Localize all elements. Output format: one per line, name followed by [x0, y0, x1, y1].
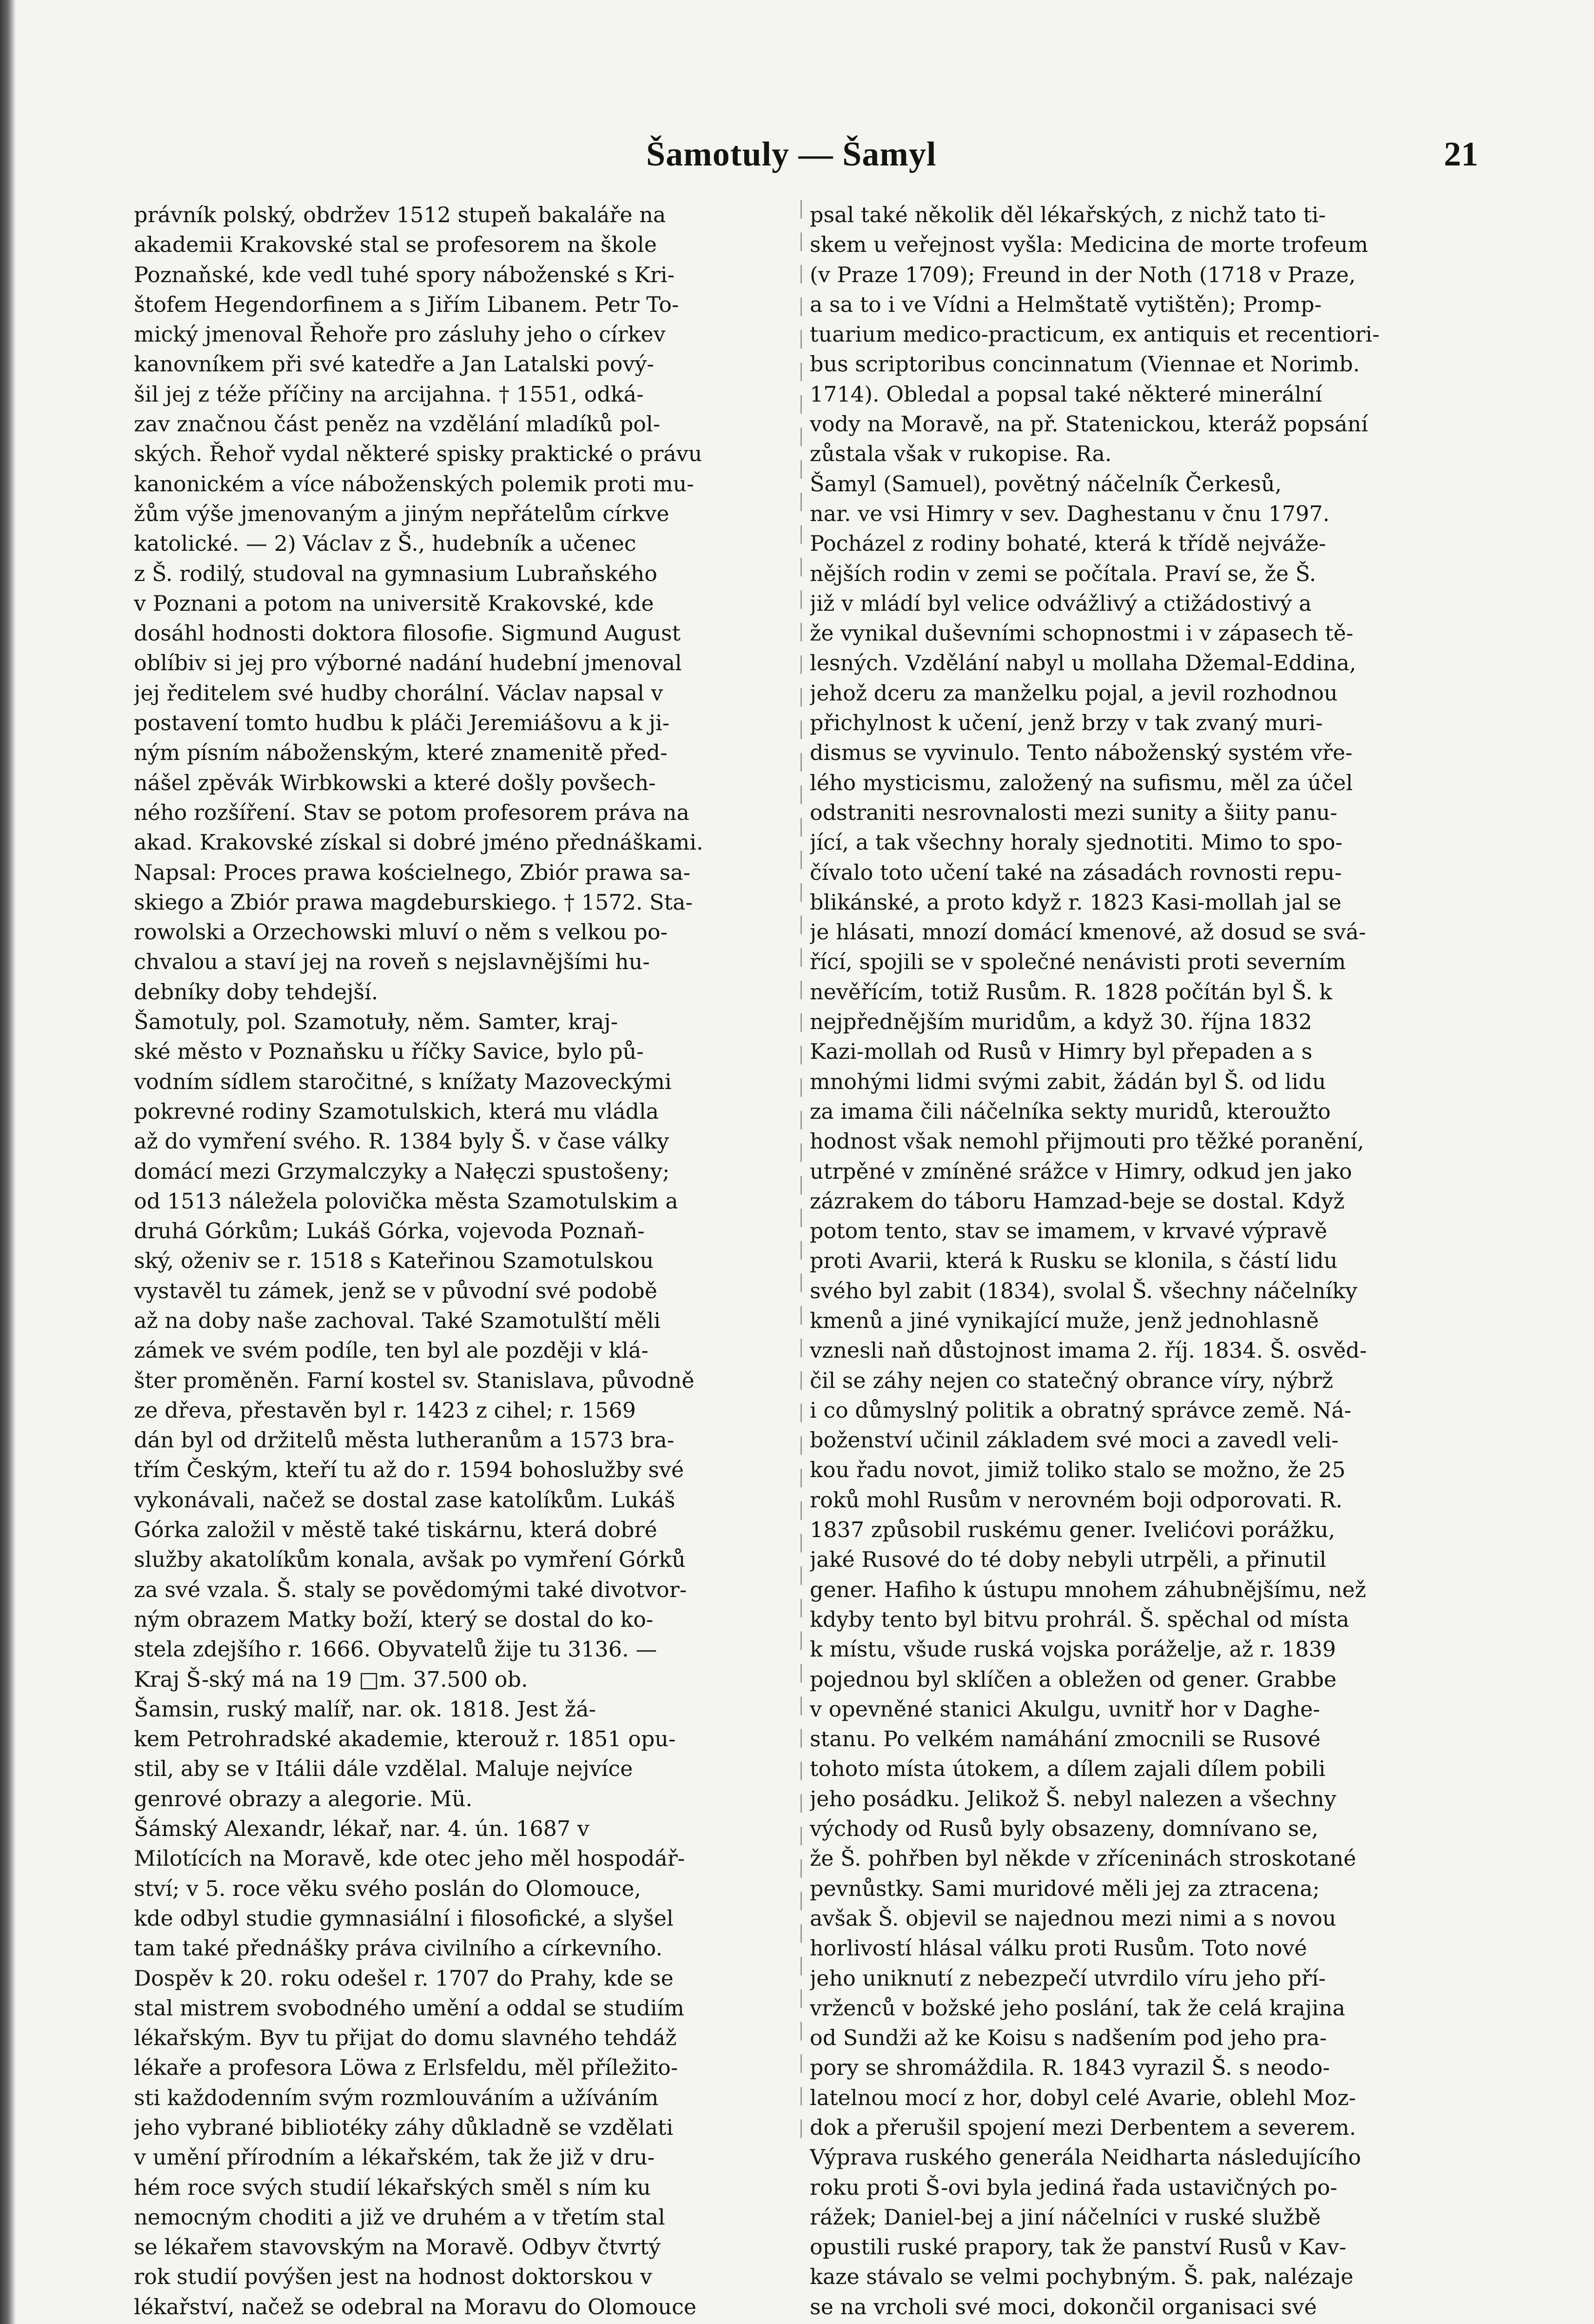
text-line: pojednou byl sklíčen a obležen od gener. Grabbe — [810, 1666, 1337, 1692]
text-line: 1837 způsobil ruskému gener. Ivelićovi porážku, — [810, 1517, 1336, 1543]
text-line: jej ředitelem své hudby chorální. Václav napsal v — [134, 680, 663, 706]
page-number: 21 — [1444, 135, 1478, 173]
text-line: šil jej z téže příčiny na arcijahna. † 1551, odká- — [134, 381, 644, 407]
text-line: nar. ve vsi Himry v sev. Daghestanu v čnu 1797. — [810, 501, 1330, 526]
page-header — [646, 135, 1478, 186]
text-line: ze dřeva, přestavěn byl r. 1423 z cihel; r. 1569 — [134, 1397, 636, 1423]
text-line: kanonickém a více náboženských polemik proti mu- — [134, 471, 694, 496]
text-line: zav značnou část peněz na vzdělání mladíků pol- — [134, 411, 661, 437]
text-line: 1714). Obledal a popsal také některé minerální — [810, 381, 1323, 407]
text-line: kou řadu novot, jimiž toliko stalo se možno, že 25 — [810, 1457, 1346, 1483]
text-line: ský, oženiv se r. 1518 s Kateřinou Szamotulskou — [134, 1248, 654, 1274]
text-line: proti Avarii, která k Rusku se klonila, s částí lidu — [810, 1248, 1338, 1274]
text-line: dok a přerušil spojení mezi Derbentem a severem. — [810, 2115, 1356, 2140]
text-line: akad. Krakovské získal si dobré jméno přednáškami. — [134, 830, 703, 855]
text-line: vystavěl tu zámek, jenž se v původní své podobě — [134, 1278, 657, 1303]
right-text-column — [810, 200, 1479, 2324]
text-line: čil se záhy nejen co statečný obrance víry, nýbrž — [810, 1367, 1333, 1393]
text-line: kdyby tento byl bitvu prohrál. Š. spěchal od místa — [810, 1606, 1349, 1632]
text-line: v opevněné stanici Akulgu, uvnitř hor v Daghe- — [810, 1696, 1320, 1722]
text-line: dismus se vyvinulo. Tento náboženský systém vře- — [810, 740, 1353, 766]
text-line: za imama čili náčelníka sekty muridů, kteroužto — [810, 1098, 1331, 1124]
text-line: žům výše jmenovaným a jiným nepřátelům církve — [134, 501, 669, 526]
text-line: sti každodenním svým rozmlouváním a užíváním — [134, 2085, 659, 2110]
text-line: rowolski a Orzechowski mluví o něm s velkou po- — [134, 919, 668, 945]
text-line: zámek ve svém podíle, ten byl ale později v klá- — [134, 1338, 648, 1363]
text-line: genrové obrazy a alegorie. Mü. — [134, 1786, 473, 1811]
text-line: pevnůstky. Sami muridové měli jej za ztracena; — [810, 1875, 1320, 1901]
text-line: šter proměněn. Farní kostel sv. Stanislava, původně — [134, 1367, 694, 1393]
text-line: i co důmyslný politik a obratný správce země. Ná- — [810, 1397, 1352, 1423]
text-line: Výprava ruského generála Neidharta následujícího — [810, 2145, 1361, 2170]
text-line: dán byl od držitelů města lutheranům a 1573 bra- — [134, 1427, 675, 1453]
text-line: za své vzala. Š. staly se povědomými také divotvor- — [134, 1577, 687, 1602]
text-line: roků mohl Rusům v nerovném boji odporovati. R. — [810, 1487, 1343, 1512]
text-line: psal také několik děl lékařských, z nichž tato ti- — [810, 202, 1326, 227]
text-line: kaze stávalo se velmi pochybným. Š. pak, nalézaje — [810, 2264, 1354, 2290]
text-line: nevěřícím, totiž Rusům. R. 1828 počítán byl Š. k — [810, 979, 1332, 1004]
text-line: vodním sídlem staročitné, s knížaty Mazoveckými — [134, 1069, 672, 1094]
text-line: chvalou a staví jej na roveň s nejslavnějšími hu- — [134, 949, 650, 975]
text-line: jeho uniknutí z nebezpečí utvrdilo víru jeho pří- — [810, 1965, 1326, 1991]
text-line: skem u veřejnost vyšla: Medicina de morte trofeum — [810, 232, 1368, 257]
text-line: již v mládí byl velice odvážlivý a ctižádostivý a — [810, 590, 1312, 616]
text-line: v Poznani a potom na universitě Krakovské, kde — [134, 590, 654, 616]
text-line: Pocházel z rodiny bohaté, která k třídě nejváže- — [810, 531, 1326, 556]
text-line: třím Českým, kteří tu až do r. 1594 bohoslužby své — [134, 1457, 684, 1483]
text-line: se lékařem stavovským na Moravě. Odbyv čtvrtý — [134, 2234, 661, 2260]
text-line: jehož dceru za manželku pojal, a jevil rozhodnou — [810, 680, 1338, 706]
text-line: k místu, všude ruská vojska poráželje, až r. 1839 — [810, 1637, 1336, 1662]
text-line: hém roce svých studií lékařských směl s ním ku — [134, 2174, 651, 2200]
text-line: opustili ruské prapory, tak že panství Rusů v Kav- — [810, 2234, 1347, 2260]
text-line: jaké Rusové do té doby nebyli utrpěli, a přinutil — [810, 1547, 1327, 1572]
text-line: až na doby naše zachoval. Také Szamotulští měli — [134, 1307, 661, 1333]
text-line: kanovníkem při své katedře a Jan Latalski pový- — [134, 351, 655, 377]
text-line: (v Praze 1709); Freund in der Noth (1718 v Praze, — [810, 262, 1356, 287]
text-line: vykonávali, načež se dostal zase katolíkům. Lukáš — [134, 1487, 675, 1512]
text-line: postavení tomto hudbu k pláči Jeremiášovu a k ji- — [134, 710, 670, 736]
text-line: služby akatolíkům konala, avšak po vymření Górků — [134, 1547, 686, 1572]
text-line: hodnost však nemohl přijmouti pro těžké poranění, — [810, 1129, 1364, 1154]
text-line: zůstala však v rukopise. Ra. — [810, 441, 1112, 467]
text-line: čívalo toto učení také na zásadách rovnosti repu- — [810, 859, 1342, 885]
text-line: od Sundži až ke Koisu s nadšením pod jeho pra- — [810, 2025, 1327, 2051]
text-line: zázrakem do táboru Hamzad-beje se dostal. Když — [810, 1188, 1345, 1214]
text-line: avšak Š. objevil se najednou mezi nimi a s novou — [810, 1905, 1336, 1931]
text-line: gener. Hafiho k ústupu mnohem záhubnějšímu, než — [810, 1577, 1366, 1602]
text-line: stanu. Po velkém namáhání zmocnili se Rusové — [810, 1726, 1321, 1752]
text-line: domácí mezi Grzymalczyky a Nałęczi spustošeny; — [134, 1158, 670, 1184]
text-line: právník polský, obdržev 1512 stupeň bakaláře na — [134, 202, 666, 227]
text-line: lého mysticismu, založený na sufismu, měl za účel — [810, 770, 1353, 795]
text-line: ného rozšíření. Stav se potom profesorem práva na — [134, 799, 689, 825]
text-line — [134, 2322, 794, 2324]
text-line: a sa to i ve Vídni a Helmštatě vytištěn); Promp- — [810, 291, 1322, 317]
text-line: ské město v Poznaňsku u říčky Savice, bylo pů- — [134, 1039, 644, 1064]
text-line: tohoto místa útokem, a dílem zajali dílem pobili — [810, 1756, 1326, 1782]
text-line: stil, aby se v Itálii dále vzdělal. Maluje nejvíce — [134, 1756, 633, 1782]
text-line: ství; v 5. roce věku svého poslán do Olomouce, — [134, 1875, 641, 1901]
column-divider — [800, 200, 802, 2138]
text-line: druhá Górkům; Lukáš Górka, vojevoda Poznaň- — [134, 1218, 645, 1244]
text-line: utrpěné v zmíněné srážce v Himry, odkud jen jako — [810, 1158, 1352, 1184]
text-line: nejpřednějším muridům, a když 30. října 1832 — [810, 1009, 1312, 1035]
text-line: dosáhl hodnosti doktora filosofie. Sigmund August — [134, 621, 681, 646]
text-line: stela zdejšího r. 1666. Obyvatelů žije tu 3136. — — [134, 1637, 657, 1662]
text-line: latelnou mocí z hor, dobyl celé Avarie, oblehl Moz- — [810, 2085, 1356, 2110]
text-line: Dospěv k 20. roku odešel r. 1707 do Prahy, kde se — [134, 1965, 674, 1991]
text-line: Kraj Š-ský má na 19 □m. 37.500 ob. — [134, 1666, 528, 1692]
text-line: odstraniti nesrovnalosti mezi sunity a šiity panu- — [810, 799, 1337, 825]
text-line: přichylnost k učení, jenž brzy v tak zvaný muri- — [810, 710, 1323, 736]
text-line: nějších rodin v zemi se počítala. Praví se, že Š. — [810, 561, 1316, 586]
text-line: vznesli naň důstojnost imama 2. říj. 1834. Š. osvěd- — [810, 1338, 1367, 1363]
text-line: nemocným choditi a již ve druhém a v třetím stal — [134, 2204, 665, 2230]
left-text-column — [134, 200, 794, 2324]
text-line: oblíbiv si jej pro výborné nadání hudební jmenoval — [134, 650, 682, 676]
text-line: katolické. — 2) Václav z Š., hudebník a učenec — [134, 531, 636, 556]
text-line: mnohými lidmi svými zabit, žádán byl Š. od lidu — [810, 1069, 1326, 1094]
text-line: jeho posádku. Jelikož Š. nebyl nalezen a všechny — [810, 1786, 1336, 1811]
page-spine-shadow — [0, 0, 16, 2324]
text-line: vody na Moravě, na př. Statenickou, kteráž popsání — [810, 411, 1368, 437]
text-line: že Š. pohřben byl někde v zříceninách stroskotané — [810, 1846, 1356, 1871]
text-line: rok studií povýšen jest na hodnost doktorskou v — [134, 2264, 652, 2290]
text-line: z Š. rodilý, studoval na gymnasium Lubraňského — [134, 561, 657, 586]
text-line: Kazi-mollah od Rusů v Himry byl přepaden a s — [810, 1039, 1313, 1064]
text-line: akademii Krakovské stal se profesorem na škole — [134, 232, 657, 257]
text-line: kde odbyl studie gymnasiální i filosofické, a slyšel — [134, 1905, 674, 1931]
text-line: Šamotuly, pol. Szamotuły, něm. Samter, kraj- — [134, 1009, 618, 1035]
text-line: potom tento, stav se imamem, v krvavé výpravě — [810, 1218, 1328, 1244]
text-line: lesných. Vzdělání nabyl u mollaha Džemal-Eddina, — [810, 650, 1356, 676]
text-line: bus scriptoribus concinnatum (Viennae et Norimb. — [810, 351, 1360, 377]
text-line: debníky doby tehdejší. — [134, 979, 378, 1004]
text-line: je hlásati, mnozí domácí kmenové, až dosud se svá- — [810, 919, 1366, 945]
text-line: nášel zpěvák Wirbkowski a které došly povšech- — [134, 770, 656, 795]
text-line: horlivostí hlásal válku proti Rusům. Toto nové — [810, 1935, 1307, 1961]
text-line: se na vrcholi své moci, dokončil organisaci své — [810, 2294, 1317, 2319]
text-line: jeho vybrané bibliotéky záhy důkladně se vzdělati — [134, 2115, 674, 2140]
text-line: mický jmenoval Řehoře pro zásluhy jeho o církev — [134, 322, 666, 347]
text-line: lékařství, načež se odebral na Moravu do Olomouce — [134, 2294, 697, 2319]
text-line: vrženců v božské jeho poslání, tak že celá krajina — [810, 1995, 1345, 2020]
text-line: rážek; Daniel-bej a jiní náčelníci v ruské službě — [810, 2204, 1321, 2230]
text-line: skiego a Zbiór prawa magdeburskiego. † 1572. Sta- — [134, 889, 693, 915]
text-line: Napsal: Proces prawa kościelnego, Zbiór prawa sa- — [134, 859, 691, 885]
text-line: Poznaňské, kde vedl tuhé spory náboženské s Kri- — [134, 262, 675, 287]
text-line: Šamyl (Samuel), povětný náčelník Čerkesů, — [810, 471, 1282, 496]
text-line: stal mistrem svobodného umění a oddal se studiím — [134, 1995, 684, 2020]
text-line — [810, 2322, 1479, 2324]
text-line: Górka založil v městě také tiskárnu, která dobré — [134, 1517, 657, 1543]
text-line: v umění přírodním a lékařském, tak že již v dru- — [134, 2145, 655, 2170]
text-line: tam také přednášky práva civilního a církevního. — [134, 1935, 663, 1961]
text-line: východy od Rusů byly obsazeny, domnívano se, — [810, 1816, 1319, 1842]
text-line: tuarium medico-practicum, ex antiquis et recentiori- — [810, 322, 1380, 347]
text-line: roku proti Š-ovi byla jediná řada ustavičných po- — [810, 2174, 1337, 2200]
text-line: kem Petrohradské akademie, kterouž r. 1851 opu- — [134, 1726, 676, 1752]
text-line: boženství učinil základem své moci a zavedl veli- — [810, 1427, 1339, 1453]
running-title: Šamotuly — Šamyl — [646, 135, 937, 173]
text-line: pokrevné rodiny Szamotulskich, která mu vládla — [134, 1098, 659, 1124]
text-line: Milotících na Moravě, kde otec jeho měl hospodář- — [134, 1846, 685, 1871]
text-line: až do vymření svého. R. 1384 byly Š. v čase války — [134, 1129, 669, 1154]
text-line: štofem Hegendorfinem a s Jiřím Libanem. Petr To- — [134, 291, 679, 317]
text-line: ným písním náboženským, které znamenitě před- — [134, 740, 668, 766]
text-line: kmenů a jiné vynikající muže, jenž jednohlasně — [810, 1307, 1319, 1333]
text-line: Šamsin, ruský malíř, nar. ok. 1818. Jest žá- — [134, 1696, 596, 1722]
text-line: ských. Řehoř vydal některé spisky praktické o právu — [134, 441, 702, 467]
text-line: lékaře a profesora Löwa z Erlsfeldu, měl příležito- — [134, 2055, 678, 2080]
text-line: pory se shromáždila. R. 1843 vyrazil Š. s neodo- — [810, 2055, 1330, 2080]
text-line: ným obrazem Matky boží, který se dostal do ko- — [134, 1606, 654, 1632]
text-line: jící, a tak všechny horaly sjednotiti. Mimo to spo- — [810, 830, 1343, 855]
text-line: řící, spojili se v společné nenávisti proti severním — [810, 949, 1346, 975]
text-line: od 1513 náležela polovička města Szamotulskim a — [134, 1188, 678, 1214]
text-line: že vynikal duševními schopnostmi i v zápasech tě- — [810, 621, 1354, 646]
text-line: lékařským. Byv tu přijat do domu slavného tehdáž — [134, 2025, 677, 2051]
text-line: Šámský Alexandr, lékař, nar. 4. ún. 1687 v — [134, 1816, 589, 1842]
text-line: blikánské, a proto když r. 1823 Kasi-mollah jal se — [810, 889, 1342, 915]
text-line: svého byl zabit (1834), svolal Š. všechny náčelníky — [810, 1278, 1357, 1303]
